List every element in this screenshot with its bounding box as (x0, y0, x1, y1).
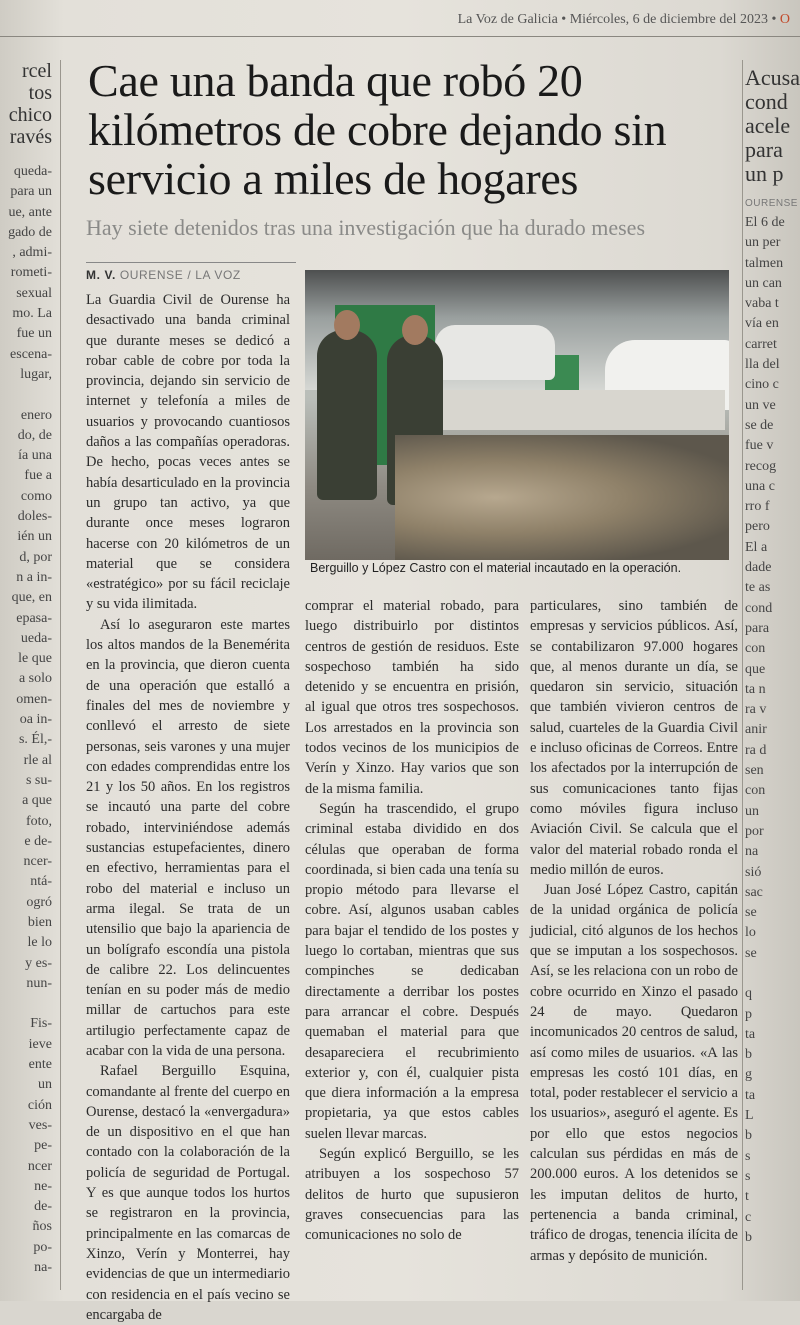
left-body-fragment: ueda- (20, 630, 52, 646)
byline-author: M. V. (86, 268, 116, 282)
right-headline-fragment: acele (745, 113, 791, 138)
left-headline-fragment: rcel (22, 60, 52, 82)
right-body-fragment: se (745, 945, 757, 961)
right-headline-fragment: un p (745, 161, 784, 186)
article-paragraph: Según ha trascendido, el grupo criminal estaba dividido en dos células que operaban de forma coordinada, si bien cada una tenía su propio método para llevarse el cobre. Así, algunos usaban cables para bajar el tendido de los postes y luego lo cortaban, mientras que sus compinches se dedicaban directamente a derribar los postes para arrancar el cobre. Después quemaban el material para que desapareciera el recubrimiento exterior y, con él, cualquier pista que diera información a la empresa propietaria, ya que estos cables suelen llevar marcas. (305, 800, 519, 1142)
right-body-fragment: anir (745, 722, 767, 738)
left-body-fragment: omen- (16, 691, 52, 707)
right-body-fragment: se (745, 905, 757, 921)
issue-date: Miércoles, 6 de diciembre del 2023 (569, 12, 768, 27)
article-paragraph: particulares, sino también de empresas y servicios públicos. Así, se contabilizaron 97.000 hogares que, al menos durante un día, se quedaron sin servicio, situación que también vivieron centros de salud, cuarteles de la Guardia Civil e incluso oficinas de Correos. Entre los afectados por la interrupción de sus comunicaciones tanto fijas como móviles figura incluso Aviación Civil. Se calcula que el valor del material robado ronda el medio millón de euros. (530, 598, 738, 878)
left-body-fragment: ogró (26, 894, 52, 910)
right-body-fragment: s (745, 1148, 751, 1164)
right-body-fragment: para (745, 620, 770, 636)
left-body-fragment: de- (34, 1199, 52, 1215)
left-body-fragment: ne- (34, 1178, 52, 1194)
left-body-fragment: Fis- (30, 1016, 52, 1032)
right-body-fragment: b (745, 1047, 752, 1063)
article-headline: Cae una banda que robó 20 kilómetros de cobre dejando sin servicio a miles de hogares (88, 55, 667, 204)
article-paragraph: Juan José López Castro, capitán de la unidad orgánica de policía judicial, citó algunos de los hechos que se imputan a los sospechosos. Así, se les relaciona con un robo de cobre ocurrido en Xinzo el pasado 24 de mayo. Quedaron incomunicados 20 centros de salud, así como miles de usuarios. «A las empresas les costó 101 días, en total, poder restablecer el servicio a los usuarios», aseguró el agente. Es por ello que estos negocios calculan sus pérdidas en más de 200.000 euros. A los detenidos se les imputan delitos de hurto, pertenencia a banda criminal, tráfico de drogas, tenencia ilícita de armas y depósito de munición. (530, 882, 738, 1264)
left-body-fragment: lugar, (20, 366, 52, 382)
left-body-fragment (0, 994, 56, 1014)
right-headline-fragment: Acusa (745, 66, 800, 90)
left-body-fragment: foto, (25, 813, 52, 829)
left-body-fragment: sexual (16, 285, 52, 301)
right-body-fragment (745, 964, 800, 984)
right-body-fragment: L (745, 1108, 754, 1124)
left-body-fragment: bien (27, 914, 52, 930)
left-body-fragment: ños (32, 1219, 52, 1235)
article-paragraph: Así lo aseguraron este martes los altos mandos de la Benemérita en la provincia, que dieron cuenta de una operación que estalló a finales del mes de noviembre y conllevó el arresto de siete personas, seis varones y una mujer con edades comprendidas entre los 21 y los 50 años. En los registros se incautó una parte del cobre robado, interviniéndose además sustancias estupefacientes, dinero en efectivo, herramientas para el robo del material e incluso un arma ilegal. Se trata de un utensilio que bajo la apariencia de un bolígrafo escondía una pistola de calibre 22. Los delincuentes tenían en su poder más de medio millar de cartuchos para este artilugio perfectamente capaz de acabar con la vida de una persona. (86, 616, 290, 1059)
left-body-fragment: d, por (19, 549, 52, 565)
left-body-fragment: oa in- (19, 712, 52, 728)
left-body-fragment: ente (28, 1057, 52, 1073)
right-body-fragment: vía en (745, 316, 779, 332)
left-body-fragment: ieve (28, 1036, 52, 1052)
left-body-fragment: ntá- (30, 874, 52, 890)
right-column-headline (745, 66, 800, 186)
photo-person-1-head (334, 310, 360, 340)
right-body-fragment: que (745, 661, 766, 677)
right-headline-fragment: para (745, 137, 783, 162)
right-column-section: OURENSE (745, 198, 798, 209)
left-body-fragment: a que (22, 793, 52, 809)
left-body-fragment: na- (34, 1260, 52, 1276)
left-body-fragment: s su- (25, 772, 52, 788)
right-body-fragment: cino c (745, 377, 779, 393)
right-column-body (745, 213, 800, 1248)
article-photo (305, 270, 729, 560)
right-body-fragment: un (745, 803, 759, 819)
left-body-fragment: enero (20, 407, 52, 423)
left-body-fragment: que, en (11, 590, 52, 606)
photo-caption: Berguillo y López Castro con el material incautado en la operación. (310, 561, 682, 575)
left-body-fragment: epasa- (16, 610, 52, 626)
left-body-fragment: doles- (17, 509, 52, 525)
left-body-fragment: fue un (16, 326, 52, 342)
left-body-fragment (0, 385, 56, 405)
left-body-fragment: ncer (27, 1158, 52, 1174)
right-body-fragment: por (745, 823, 764, 839)
right-body-fragment: cond (745, 600, 773, 616)
left-body-fragment: pe- (34, 1138, 52, 1154)
newspaper-name: La Voz de Galicia (457, 12, 558, 27)
article-subhead: Hay siete detenidos tras una investigación que ha durado meses (86, 215, 646, 240)
left-body-fragment: fue a (24, 468, 52, 484)
article-paragraph: comprar el material robado, para luego distribuirlo por distintos centros de gestión de residuos. Este sospechoso también ha sido detenido y se encuentra en prisión, al igual que otros tres sospechosos. Los arrestados en la provincia son todos vecinos de los municipios de Verín y Xinzo. Hay varios que son de la misma familia. (305, 598, 519, 797)
header-rule (0, 36, 800, 37)
right-body-fragment: b (745, 1128, 752, 1144)
right-body-fragment: un ve (745, 397, 776, 413)
article-paragraph: Según explicó Berguillo, se les atribuyen a los sospechoso 57 delitos de hurto que supusieron graves consecuencias para las comunicaciones no solo de (305, 1146, 519, 1244)
left-headline-fragment: chico (8, 104, 52, 126)
right-body-fragment: ta (745, 1087, 756, 1103)
section-initial: O (779, 12, 790, 27)
right-body-fragment: vaba t (745, 296, 779, 312)
right-body-fragment: sac (745, 884, 763, 900)
left-body-fragment: le que (18, 651, 52, 667)
right-adjacent-column (745, 66, 800, 1248)
right-body-fragment: un can (745, 275, 782, 291)
right-body-fragment: con (745, 783, 766, 799)
right-body-fragment: t (745, 1189, 749, 1205)
left-body-fragment: para un (10, 184, 52, 200)
left-body-fragment: po- (33, 1239, 52, 1255)
right-body-fragment: ta n (745, 681, 766, 697)
right-body-fragment: recog (745, 458, 777, 474)
left-body-fragment: queda- (13, 164, 52, 179)
right-body-fragment: te as (745, 580, 771, 596)
right-body-fragment: ta (745, 1026, 756, 1042)
article-column-2 (305, 596, 519, 1246)
left-headline-fragment: ravés (9, 126, 52, 148)
left-body-fragment: n a in- (16, 569, 52, 585)
byline (86, 268, 241, 282)
right-body-fragment: El a (745, 539, 768, 555)
right-body-fragment: con (745, 641, 766, 657)
article-column-3 (530, 596, 738, 1266)
right-body-fragment: lo (745, 925, 756, 941)
left-adjacent-column (0, 60, 56, 1278)
left-body-fragment: a solo (18, 671, 52, 687)
left-column-headline (0, 60, 56, 148)
right-body-fragment: ra v (745, 702, 767, 718)
header-separator-2: • (771, 12, 777, 27)
left-body-fragment: ía una (18, 448, 52, 464)
page-header (458, 12, 790, 28)
right-body-fragment: carret (745, 336, 777, 352)
left-body-fragment: un (38, 1077, 52, 1093)
photo-person-2-head (402, 315, 428, 345)
main-article (70, 56, 738, 241)
left-body-fragment: ción (27, 1097, 52, 1113)
right-body-fragment: dade (745, 560, 772, 576)
photo-person-1 (317, 330, 377, 500)
left-body-fragment: do, de (17, 427, 52, 443)
byline-rule (86, 262, 296, 263)
left-body-fragment: mo. La (12, 306, 52, 322)
right-body-fragment: b (745, 1229, 752, 1245)
left-body-fragment: e de- (24, 833, 52, 849)
right-body-fragment: c (745, 1209, 752, 1225)
left-body-fragment: le lo (27, 935, 52, 951)
right-body-fragment: fue v (745, 438, 774, 454)
right-body-fragment: pero (745, 519, 770, 535)
left-body-fragment: escena- (10, 346, 52, 362)
byline-place: OURENSE / LA VOZ (119, 268, 241, 282)
photo-vehicle (435, 325, 555, 380)
right-body-fragment: rro f (745, 499, 770, 515)
right-body-fragment: p (745, 1006, 752, 1022)
left-headline-fragment: tos (28, 82, 52, 104)
header-separator: • (561, 12, 567, 27)
right-body-fragment: se de (745, 417, 774, 433)
right-body-fragment: talmen (745, 255, 784, 271)
left-body-fragment: como (20, 488, 52, 504)
article-column-1 (86, 290, 290, 1325)
right-body-fragment: na (745, 844, 759, 860)
left-body-fragment: rle al (23, 752, 52, 768)
right-body-fragment: ra d (745, 742, 767, 758)
left-body-fragment: rometi- (10, 265, 52, 281)
right-body-fragment: g (745, 1067, 752, 1083)
right-body-fragment: lla del (745, 357, 780, 373)
photo-table (425, 390, 725, 430)
photo-cables (395, 435, 729, 560)
right-body-fragment: sen (745, 763, 764, 779)
left-body-fragment: nun- (26, 975, 52, 991)
left-body-fragment: gado de (8, 224, 52, 240)
right-headline-fragment: cond (745, 89, 788, 114)
left-body-fragment: ncer- (23, 854, 52, 870)
article-paragraph: Rafael Berguillo Esquina, comandante al frente del cuerpo en Ourense, destacó la «envergadura» de un dispositivo en el que han contado con la colaboración de la policía de seguridad de Portugal. Y es que aunque todos los hurtos se registraron en la provincia, principalmente en las comarcas de Xinzo, Verín y Monterrei, hay evidencias de que un intermediario con residencia en el país vecino se encargaba de (86, 1063, 290, 1323)
right-body-fragment: una c (745, 478, 775, 494)
right-body-fragment: s (745, 1168, 751, 1184)
left-column-body (0, 162, 56, 1278)
column-rule-right (742, 60, 743, 1290)
article-paragraph: La Guardia Civil de Ourense ha desactivado una banda criminal que durante meses se dedicó a robar cable de cobre por toda la provincia, dejando sin servicio de internet y telefonía a miles de usuarios y provocando cuantiosos daños a las compañías operadoras. De hecho, pocas veces antes se había desarticulado en la provincia un grupo tan activo, ya que durante once meses lograron hacerse con 20 kilómetros de un material que se considera «estratégico» por su fácil reciclaje y su vida ilimitada. (86, 292, 290, 613)
column-rule-left (60, 60, 61, 1290)
left-body-fragment: s. Él,- (18, 732, 52, 748)
right-body-fragment: q (745, 986, 752, 1002)
right-body-fragment: un per (745, 235, 781, 251)
left-body-fragment: ién un (17, 529, 52, 545)
right-body-fragment: El 6 de (745, 215, 785, 230)
left-body-fragment: ue, ante (8, 204, 52, 220)
left-body-fragment: ves- (28, 1117, 52, 1133)
left-body-fragment: , admi- (12, 245, 52, 261)
left-body-fragment: y es- (25, 955, 52, 971)
right-body-fragment: sió (745, 864, 762, 880)
